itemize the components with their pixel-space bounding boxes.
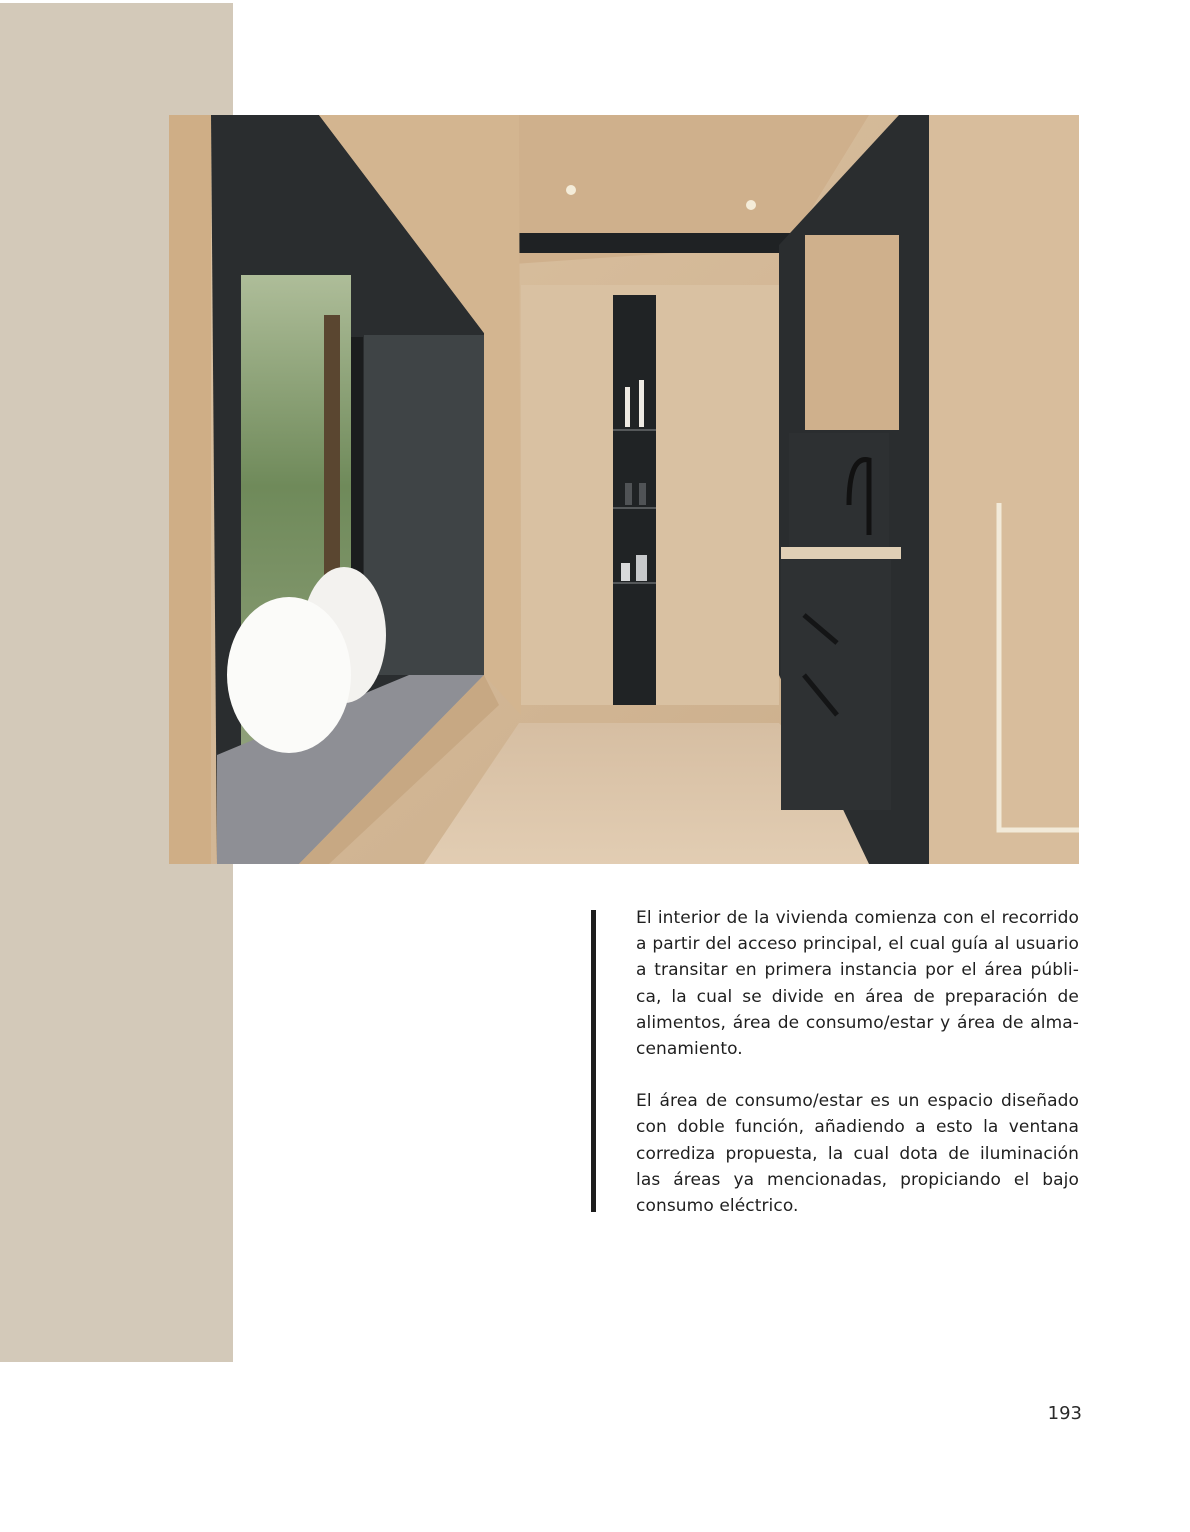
pillow [227,597,351,753]
lower-cabinets [781,560,891,810]
page-number: 193 [1047,1403,1082,1424]
body-text [636,905,1079,1245]
vase [639,380,644,427]
shelf-niche [613,295,656,705]
vase [625,387,630,427]
backsplash [789,433,889,551]
paragraph-1: El interior de la vivienda comienza con el recorrido a partir del acceso principal, el cual guía al usuario a transitar en primera instancia por el área públi-ca, la cual se divide en área de preparación de alimentos, área de consumo/estar y área de alma-cenamiento. [636,908,1079,1060]
countertop [781,547,901,559]
upper-cabinet [805,235,899,430]
interior-photo [169,115,1079,864]
ceiling-light [746,200,756,210]
interior-photo-illustration [169,115,1079,864]
ceiling-light [566,185,576,195]
text-accent-rule [591,910,596,1212]
paragraph-2: El área de consumo/estar es un espacio diseñado con doble función, añadiendo a esto la ventana corrediza propuesta, la cual dota de iluminación las áreas ya mencionadas, propiciando el bajo consumo eléctrico. [636,1091,1079,1217]
right-wall [929,115,1079,864]
ceiling-beam [499,233,799,253]
